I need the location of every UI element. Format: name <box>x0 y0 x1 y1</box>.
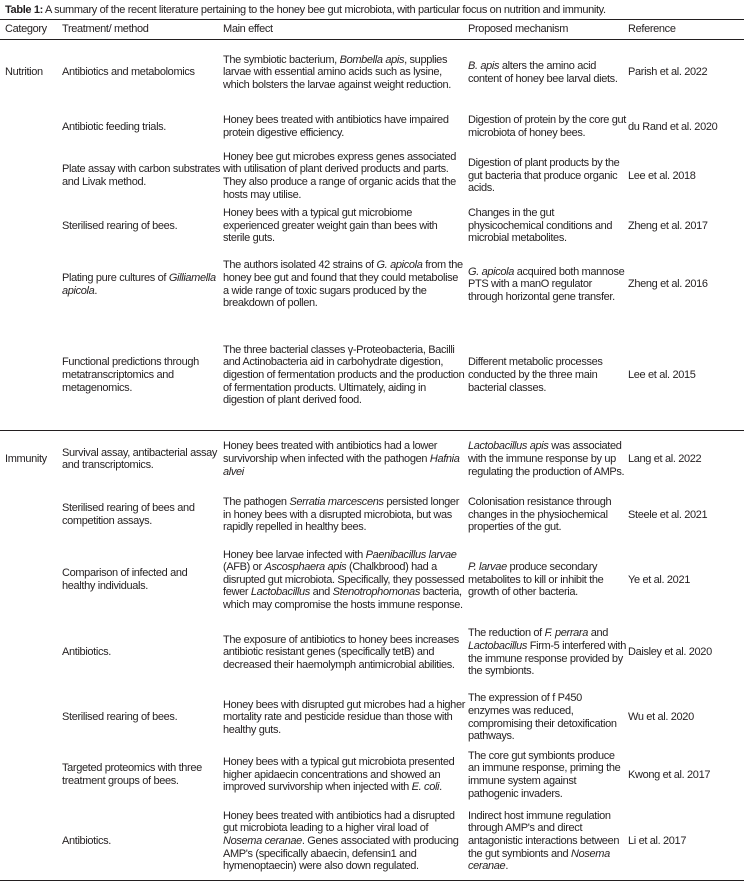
cell-category <box>0 803 62 881</box>
cell-effect: The symbiotic bacterium, Bombella apis, supplies larvae with essential amino acids such as lysine, which bolsters the larvae against weight reduction. <box>223 53 451 92</box>
caption-label: Table 1: <box>5 4 43 16</box>
cell-reference: Lang et al. 2022 <box>628 452 702 465</box>
cell-category <box>0 321 62 431</box>
cell-treatment: Functional predictions through metatranscriptomics and metagenomics. <box>62 356 199 394</box>
cell-treatment: Antibiotic feeding trials. <box>62 120 167 133</box>
header-reference: Reference <box>628 23 676 36</box>
cell-effect: The authors isolated 42 strains of G. apicola from the honey bee gut and found that they could metabolise a wide range of toxic sugars produced by the breakdown of pollen. <box>223 259 463 310</box>
cell-reference: Ye et al. 2021 <box>628 573 690 586</box>
cell-mechanism: Indirect host immune regulation through AMP's and direct antagonistic interactions between the gut symbionts and Nosema ceranae. <box>468 809 620 873</box>
cell-reference: Zheng et al. 2017 <box>628 219 708 232</box>
cell-category <box>0 688 62 748</box>
cell-category <box>0 149 62 204</box>
cell-effect: Honey bees treated with antibiotics had a lower survivorship when infected with the pathogen Hafnia alvei <box>223 440 460 478</box>
cell-reference: Daisley et al. 2020 <box>628 646 712 659</box>
header-treatment: Treatment/ method <box>62 23 149 36</box>
cell-mechanism: Colonisation resistance through changes in the physiochemical properties of the gut. <box>468 496 612 534</box>
cell-reference: Kwong et al. 2017 <box>628 768 711 781</box>
cell-effect: Honey bees with disrupted gut microbes had a higher mortality rate and pesticide residue than those with healthy guts. <box>223 698 466 736</box>
cell-treatment: Plate assay with carbon substrates and Livak method. <box>62 163 221 188</box>
cell-reference: Zheng et al. 2016 <box>628 278 708 291</box>
cell-category <box>0 618 62 688</box>
cell-treatment: Antibiotics. <box>62 834 111 847</box>
cell-category <box>0 488 62 543</box>
cell-mechanism: P. larvae produce secondary metabolites to kill or inhibit the growth of other bacteria. <box>468 561 604 599</box>
cell-treatment: Comparison of infected and healthy individuals. <box>62 567 188 592</box>
cell-effect: Honey bees treated with antibiotics have impaired protein digestive efficiency. <box>223 114 449 139</box>
cell-reference: Steele et al. 2021 <box>628 508 708 521</box>
cell-effect: Honey bees with a typical gut microbiota presented higher apidaecin concentrations and showed an improved survivorship when injected with E. coli. <box>223 756 455 794</box>
header-category: Category <box>5 23 47 36</box>
table-row <box>0 149 744 204</box>
table-row <box>0 40 744 106</box>
header-mechanism: Proposed mechanism <box>468 23 569 36</box>
table-row <box>0 543 744 618</box>
table-header-row <box>0 20 744 40</box>
table-row <box>0 204 744 249</box>
table-row <box>0 688 744 748</box>
cell-reference: Li et al. 2017 <box>628 834 687 847</box>
cell-reference: Wu et al. 2020 <box>628 711 694 724</box>
caption-text: A summary of the recent literature pertaining to the honey bee gut microbiota, with particular focus on nutrition and immunity. <box>42 4 606 16</box>
cell-mechanism: Changes in the gut physicochemical conditions and microbial metabolites. <box>468 207 613 245</box>
cell-effect: The pathogen Serratia marcescens persisted longer in honey bees with a disrupted microbiota, but was rapidly repelled in healthy bees. <box>223 496 460 534</box>
header-effect: Main effect <box>223 23 273 36</box>
cell-mechanism: G. apicola acquired both mannose PTS with a manO regulator through horizontal gene transfer. <box>468 265 625 303</box>
cell-effect: Honey bees with a typical gut microbiome experienced greater weight gain than bees with sterile guts. <box>223 207 438 245</box>
cell-reference: Lee et al. 2015 <box>628 368 696 381</box>
cell-treatment: Antibiotics and metabolomics <box>62 66 195 79</box>
cell-category: Immunity <box>5 452 47 465</box>
cell-category <box>0 106 62 149</box>
cell-effect: The exposure of antibiotics to honey bees increases antibiotic resistant genes (specifically tetB) and decreased their haemolymph antimicrobial abilities. <box>223 633 459 671</box>
cell-category: Nutrition <box>5 66 43 79</box>
cell-treatment: Survival assay, antibacterial assay and transcriptomics. <box>62 446 218 472</box>
cell-category <box>0 748 62 803</box>
cell-effect: Honey bees treated with antibiotics had a disrupted gut microbiota leading to a higher viral load of Nosema ceranae. Genes associated with producing AMP's (specifically abaecin, defensin1 and hymenoptaecin) were also down regulated. <box>223 809 459 873</box>
cell-mechanism: B. apis alters the amino acid content of honey bee larval diets. <box>468 60 618 85</box>
cell-reference: Lee et al. 2018 <box>628 169 696 182</box>
cell-reference: du Rand et al. 2020 <box>628 120 718 133</box>
table-row <box>0 249 744 321</box>
cell-treatment: Sterilised rearing of bees. <box>62 711 178 724</box>
cell-treatment: Sterilised rearing of bees and competition assays. <box>62 502 195 527</box>
cell-category <box>0 204 62 249</box>
cell-treatment: Plating pure cultures of Gilliamella apicola. <box>62 271 216 297</box>
cell-effect: Honey bee gut microbes express genes associated with utilisation of plant derived products and parts. They also produce a range of organic acids that the hosts may utilise. <box>223 150 457 201</box>
table-row <box>0 321 744 431</box>
cell-treatment: Sterilised rearing of bees. <box>62 219 178 232</box>
literature-table <box>0 19 744 881</box>
cell-treatment: Targeted proteomics with three treatment groups of bees. <box>62 762 202 787</box>
cell-mechanism: Lactobacillus apis was associated with the immune response by up regulating the production of AMPs. <box>468 440 625 478</box>
table-row <box>0 748 744 803</box>
cell-effect: Honey bee larvae infected with Paenibacillus larvae (AFB) or Ascosphaera apis (Chalkbrood) had a disrupted gut microbiota. Specifically, they possessed fewer Lactobacillus and Stenotrophomonas bacteria, which may compromise the hosts immune response. <box>223 548 465 611</box>
cell-mechanism: The core gut symbionts produce an immune response, priming the immune system against pathogenic invaders. <box>468 749 621 800</box>
table-row <box>0 106 744 149</box>
table-row <box>0 618 744 688</box>
cell-mechanism: Digestion of protein by the core gut microbiota of honey bees. <box>468 114 627 139</box>
table-row <box>0 803 744 881</box>
cell-treatment: Antibiotics. <box>62 646 111 659</box>
table-row <box>0 431 744 488</box>
cell-mechanism: The reduction of F. perrara and Lactobacillus Firm-5 interfered with the immune response provided by the symbionts. <box>468 627 626 678</box>
cell-category <box>0 249 62 321</box>
cell-mechanism: Digestion of plant products by the gut bacteria that produce organic acids. <box>468 157 620 195</box>
cell-reference: Parish et al. 2022 <box>628 66 708 79</box>
cell-mechanism: The expression of f P450 enzymes was reduced, compromising their detoxification pathways. <box>468 692 617 743</box>
cell-category <box>0 543 62 618</box>
table-caption <box>5 4 606 16</box>
cell-mechanism: Different metabolic processes conducted by the three main bacterial classes. <box>468 356 603 394</box>
cell-effect: The three bacterial classes γ-Proteobacteria, Bacilli and Actinobacteria aid in carbohydrate digestion, digestion of fermentation products and the production of fermentation products. Ultimately, aiding in digestion of plant derived food. <box>223 343 465 407</box>
table-row <box>0 488 744 543</box>
